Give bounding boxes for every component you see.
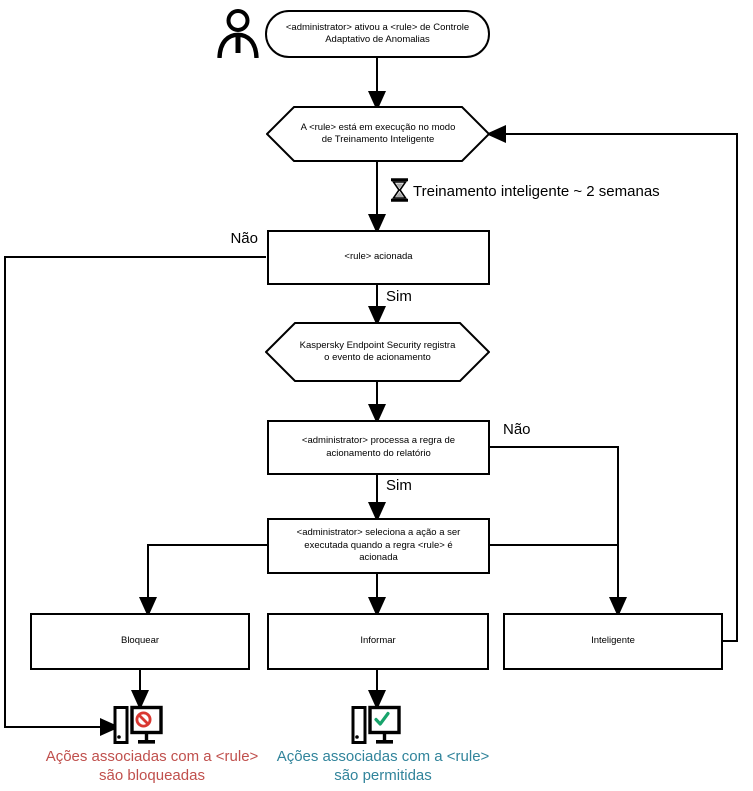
edge-smart-loop-to-training-mode (494, 134, 737, 641)
edge-label-rule-yes: Sim (386, 288, 412, 305)
node-action-smart-label: Inteligente (591, 635, 635, 647)
outcome-allowed-line2: são permitidas (334, 766, 432, 784)
node-action-inform-label: Informar (360, 635, 396, 647)
computer-blocked-icon (112, 704, 164, 747)
node-training-mode (266, 106, 490, 162)
outcome-allowed-line1: Ações associadas com a <rule> (276, 748, 490, 765)
outcome-blocked-line1: Ações associadas com a <rule> (45, 748, 259, 765)
node-register-event-label: Kaspersky Endpoint Security registra o evento de acionamento (299, 339, 456, 363)
edge-process-no-to-smart (489, 447, 618, 609)
edge-label-process-no: Não (503, 421, 531, 438)
outcome-allowed-text (263, 748, 503, 786)
node-start (265, 10, 490, 58)
hourglass-icon (390, 178, 409, 202)
training-duration-note: Treinamento inteligente ~ 2 semanas (413, 183, 660, 200)
node-action-block (30, 613, 250, 670)
node-process-rule-label: <administrator> processa a regra de acionamento do relatório (301, 435, 456, 459)
node-select-action-label: <administrator> seleciona a ação a ser executada quando a regra <rule> é acionada (296, 527, 461, 564)
node-training-mode-label: A <rule> está em execução no modo de Treinamento Inteligente (300, 121, 456, 145)
computer-allowed-icon (350, 704, 402, 747)
user-icon (216, 8, 260, 58)
node-action-smart (503, 613, 723, 670)
outcome-blocked-line2: são bloqueadas (99, 766, 205, 784)
node-register-event (265, 322, 490, 382)
node-select-action (267, 518, 490, 574)
node-process-rule (267, 420, 490, 475)
edge-select-to-block (148, 545, 268, 609)
node-rule-triggered-label: <rule> acionada (344, 251, 413, 263)
edge-label-rule-no: Não (230, 230, 258, 247)
node-rule-triggered (267, 230, 490, 285)
node-action-inform (267, 613, 489, 670)
outcome-blocked-text (32, 748, 272, 786)
node-action-block-label: Bloquear (120, 635, 160, 647)
node-start-label: <administrator> ativou a <rule> de Controle Adaptativo de Anomalias (285, 21, 470, 45)
edge-label-process-yes: Sim (386, 477, 412, 494)
